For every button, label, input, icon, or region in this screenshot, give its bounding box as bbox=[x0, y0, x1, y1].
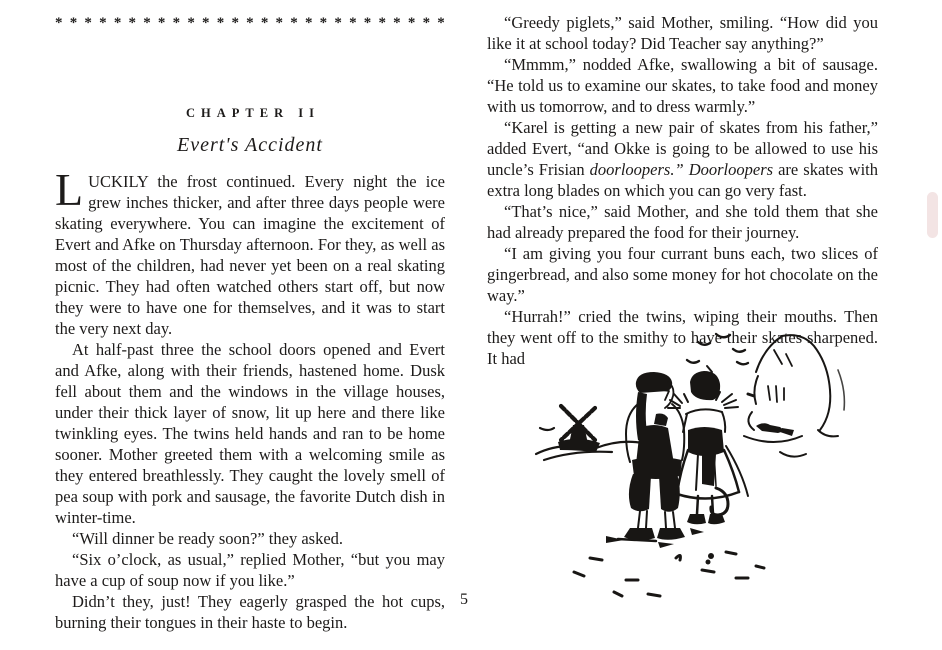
text-run: are skates with extra long blades on which you can go very fast. bbox=[487, 160, 878, 200]
book-illustration bbox=[530, 330, 875, 615]
asterisk: * bbox=[275, 15, 284, 31]
illustration-windmill bbox=[536, 406, 648, 460]
paragraph bbox=[487, 117, 878, 201]
asterisk: * bbox=[216, 15, 225, 31]
asterisk: * bbox=[422, 15, 431, 31]
illustration-girl bbox=[668, 366, 748, 524]
asterisk-decoration-row bbox=[55, 14, 445, 32]
asterisk: * bbox=[113, 15, 122, 31]
paragraph bbox=[55, 164, 445, 339]
paragraph bbox=[55, 528, 445, 549]
text-run: “Karel is getting a new pair of skates from his father,” added Evert, “and Okke is going to be allowed to use his uncle’s Frisian bbox=[487, 118, 878, 179]
right-column-text bbox=[487, 12, 878, 369]
paragraph bbox=[55, 339, 445, 528]
asterisk: * bbox=[407, 15, 416, 31]
asterisk: * bbox=[393, 15, 401, 31]
asterisk: * bbox=[172, 15, 181, 31]
paragraph bbox=[487, 243, 878, 306]
illustration-snow-bush bbox=[744, 335, 844, 456]
text-run: “Mmmm,” nodded Afke, swallowing a bit of sausage. “He told us to examine our skates, to take food and money with us tomorrow, and to dress warmly.” bbox=[487, 55, 878, 116]
illustration-boy bbox=[618, 372, 685, 541]
paragraph bbox=[487, 201, 878, 243]
text-run: “Greedy piglets,” said Mother, smiling. “How did you like it at school today? Did Teacher say anything?” bbox=[487, 13, 878, 53]
ink-sketch bbox=[530, 330, 875, 615]
italic-text: Doorloopers bbox=[688, 160, 774, 179]
asterisk: * bbox=[437, 15, 445, 31]
text-run: “I am giving you four currant buns each, two slices of gingerbread, and also some money for hot chocolate on the way.” bbox=[487, 244, 878, 305]
text-run: “Hurrah!” cried the twins, wiping their mouths. Then they went off to the smithy to have their skates sharpened. It had bbox=[487, 307, 878, 368]
asterisk: * bbox=[99, 15, 107, 31]
italic-text: doorloopers.” bbox=[589, 160, 684, 179]
asterisk: * bbox=[157, 15, 166, 31]
asterisk: * bbox=[334, 15, 342, 31]
asterisk: * bbox=[319, 15, 328, 31]
scan-smudge-artifact bbox=[927, 192, 938, 238]
paragraph bbox=[487, 54, 878, 117]
asterisk: * bbox=[304, 15, 313, 31]
asterisk: * bbox=[290, 15, 298, 31]
asterisk: * bbox=[246, 15, 254, 31]
text-run: “That’s nice,” said Mother, and she told them that she had already prepared the food for their journey. bbox=[487, 202, 878, 242]
right-page-column bbox=[487, 12, 878, 369]
asterisk: * bbox=[143, 15, 151, 31]
asterisk: * bbox=[84, 15, 92, 31]
left-column-text bbox=[55, 164, 445, 633]
asterisk: * bbox=[55, 15, 63, 31]
text-run: At half-past three the school doors opened and Evert and Afke, along with their friends, hastened home. Dusk fell about them and the windows in the village houses, under their thick layer of snow, lit up here and there like twinkling eyes. The twins held hands and ran to be home sooner. Mother greeted them with a welcoming smile as they entered breathlessly. They caught the lovely smell of pea soup with pork and sausage, the favorite Dutch dish in winter-time. bbox=[55, 340, 445, 527]
asterisk: * bbox=[349, 15, 357, 31]
asterisk: * bbox=[378, 15, 386, 31]
paragraph bbox=[487, 12, 878, 54]
text-run: “Six o’clock, as usual,” replied Mother, “but you may have a cup of soup now if you like.” bbox=[55, 550, 445, 590]
left-page-column bbox=[55, 14, 445, 633]
text-run: Didn’t they, just! They eagerly grasped the hot cups, burning their tongues in their haste to begin. bbox=[55, 592, 445, 632]
chapter-title: Evert's Accident bbox=[177, 134, 323, 156]
asterisk: * bbox=[231, 15, 239, 31]
paragraph bbox=[55, 549, 445, 591]
asterisk: * bbox=[363, 15, 372, 31]
asterisk: * bbox=[260, 15, 269, 31]
drop-cap: L bbox=[55, 164, 84, 215]
asterisk: * bbox=[69, 15, 78, 31]
asterisk: * bbox=[202, 15, 210, 31]
illustration-birds bbox=[687, 334, 748, 364]
text-run: “Will dinner be ready soon?” they asked. bbox=[72, 529, 344, 548]
page-number: 5 bbox=[460, 591, 468, 608]
asterisk: * bbox=[187, 15, 195, 31]
chapter-label: CHAPTER II bbox=[186, 106, 320, 120]
asterisk: * bbox=[128, 15, 137, 31]
text-run: UCKILY the frost continued. Every night the ice grew inches thicker, and after three days people were skating everywhere. You can imagine the excitement of Evert and Afke on Thursday afternoon. For they, as well as most of the children, had never yet been on a real skating picnic. They had often watched others start off, but now they were to have one for themselves, and it was to start the very next day. bbox=[55, 172, 445, 338]
